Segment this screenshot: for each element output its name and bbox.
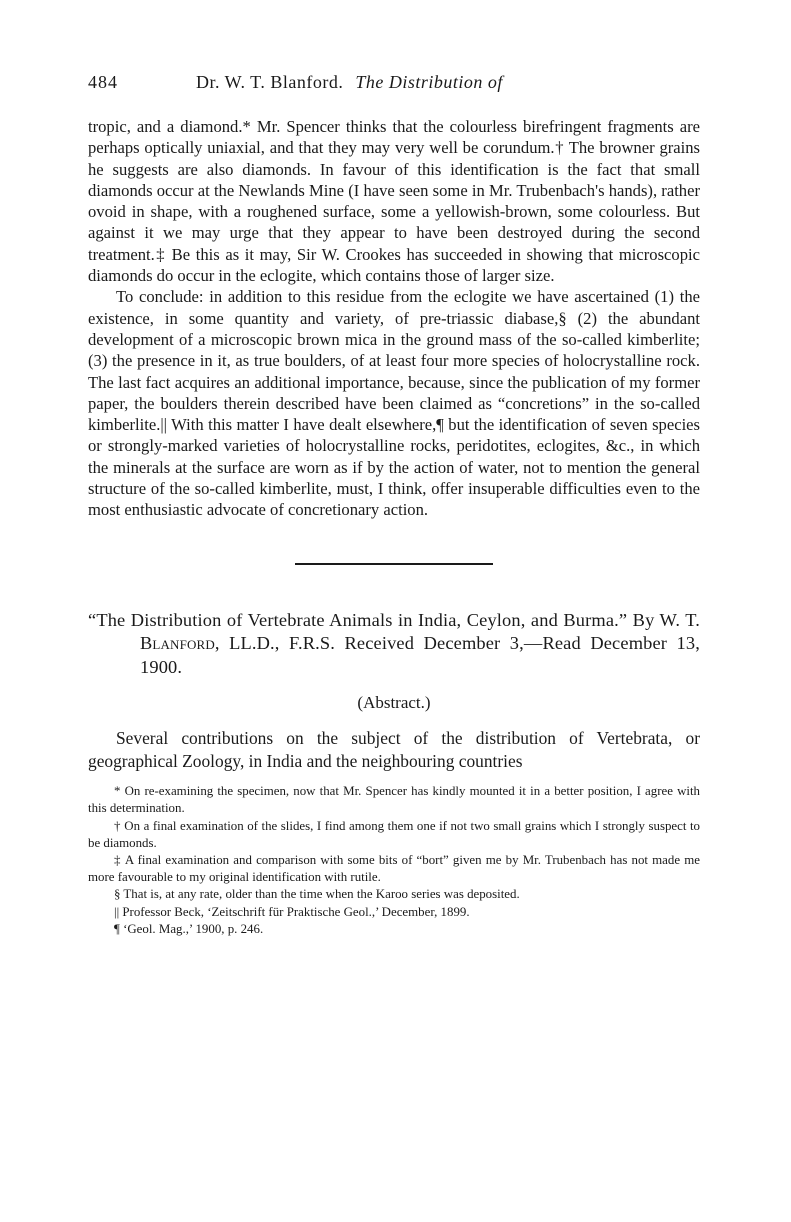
footnote-6: ¶ ‘Geol. Mag.,’ 1900, p. 246.	[114, 921, 264, 936]
abstract-author-name: Blanford	[140, 633, 215, 654]
article-body	[88, 116, 700, 521]
page-number: 484	[88, 72, 118, 92]
journal-page	[88, 72, 700, 938]
footnotes	[88, 783, 700, 938]
footnote-1: * On re-examining the specimen, now that Mr. Spencer has kindly mounted it in a better position, I agree with this determination.	[88, 784, 700, 816]
abstract-title-part2: , LL.D., F.R.S. Received December 3,—Read December 13, 1900.	[140, 633, 700, 677]
running-head-author: Dr. W. T. Blanford.	[196, 72, 344, 92]
footnote-3: ‡ A final examination and comparison with some bits of “bort” given me by Mr. Trubenbach has not made me more favourable to my original identification with rutile.	[88, 852, 700, 885]
running-head-title: The Distribution of	[355, 72, 503, 92]
running-head	[88, 72, 700, 100]
footnote-2: † On a final examination of the slides, I find among them one if not two small grains which I strongly suspect to be diamonds.	[88, 818, 700, 850]
section-divider	[295, 563, 493, 565]
abstract-body: Several contributions on the subject of the distribution of Vertebrata, or geographical Zoology, in India and the neighbouring countries	[88, 728, 700, 772]
abstract-title	[88, 609, 700, 680]
paragraph-1: tropic, and a diamond.* Mr. Spencer thinks that the colourless birefringent fragments are perhaps optically uniaxial, and that they may very well be corundum.† The browner grains he suggests are also diamonds. In favour of this identification is the fact that small diamonds occur at the Newlands Mine (I have seen some in Mr. Trubenbach's hands), rather ovoid in shape, with a roughened surface, some a yellowish-brown, some colourless. But against it we may urge that they appear to have been destroyed during the second treatment.‡ Be this as it may, Sir W. Crookes has succeeded in showing that microscopic diamonds do occur in the eclogite, which contains those of larger size.	[88, 117, 700, 286]
footnote-5: || Professor Beck, ‘Zeitschrift für Praktische Geol.,’ December, 1899.	[114, 904, 470, 919]
paragraph-2: To conclude: in addition to this residue from the eclogite we have ascertained (1) the existence, in some quantity and variety, of pre-triassic diabase,§ (2) the abundant development of a microscopic brown mica in the ground mass of the so-called kimberlite; (3) the presence in it, as true boulders, of at least four more species of holocrystalline rock. The last fact acquires an additional importance, because, since the publication of my former paper, the boulders therein described have been claimed as “concretions” in the so-called kimberlite.|| With this matter I have dealt elsewhere,¶ but the identification of seven species or strongly-marked varieties of holocrystalline rocks, peridotites, eclogites, &c., in which the minerals at the surface are worn as if by the action of water, not to mention the general structure of the so-called kimberlite, must, I think, offer insuperable difficulties even to the most enthusiastic advocate of concretionary action.	[88, 287, 700, 520]
abstract-label: (Abstract.)	[357, 693, 431, 713]
footnote-4: § That is, at any rate, older than the time when the Karoo series was deposited.	[114, 887, 520, 902]
abstract-title-part1: “The Distribution of Vertebrate Animals in India, Ceylon, and Burma.” By W. T.	[88, 609, 700, 630]
